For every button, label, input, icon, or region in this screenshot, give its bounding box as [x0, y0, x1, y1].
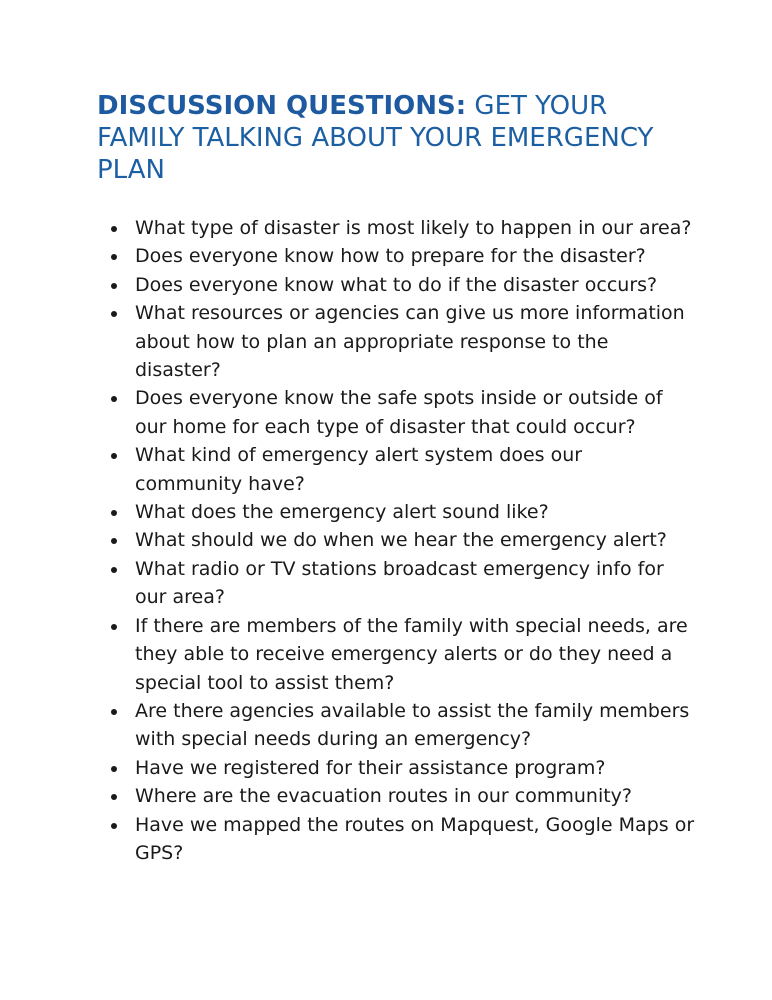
bullet-icon [111, 766, 117, 772]
list-item [135, 555, 695, 612]
title-lead: DISCUSSION QUESTIONS: [97, 91, 467, 121]
question-text: Does everyone know how to prepare for the disaster? [135, 245, 646, 268]
list-item [135, 612, 695, 697]
title-rest: GET YOUR FAMILY TALKING ABOUT YOUR EMERGENCY PLAN [97, 91, 654, 185]
bullet-icon [111, 226, 117, 232]
list-item [135, 441, 695, 498]
list-item [135, 811, 695, 868]
question-text: What kind of emergency alert system does our community have? [135, 444, 583, 495]
question-text: Have we mapped the routes on Mapquest, Google Maps or GPS? [135, 813, 695, 864]
bullet-icon [111, 283, 117, 289]
list-item [135, 271, 695, 299]
bullet-icon [111, 453, 117, 459]
list-item [135, 754, 695, 782]
question-text: Does everyone know what to do if the disaster occurs? [135, 273, 658, 296]
bullet-icon [111, 794, 117, 800]
bullet-icon [111, 567, 117, 573]
question-text: What type of disaster is most likely to happen in our area? [135, 217, 692, 239]
bullet-icon [111, 396, 117, 402]
question-text: Are there agencies available to assist the family members with special needs during an emergency? [135, 699, 690, 751]
question-list [135, 214, 695, 867]
bullet-icon [111, 311, 117, 317]
list-item [135, 384, 695, 441]
list-item [135, 782, 695, 810]
list-item [135, 242, 695, 270]
list-item [135, 299, 695, 384]
question-text: What should we do when we hear the emergency alert? [135, 529, 667, 552]
bullet-icon [111, 624, 117, 630]
question-text: What radio or TV stations broadcast emergency info for our area? [135, 557, 664, 609]
page-title [97, 90, 697, 186]
question-text: Have we registered for their assistance program? [135, 756, 606, 779]
question-text: Where are the evacuation routes in our community? [135, 785, 633, 808]
bullet-icon [111, 538, 117, 544]
list-item [135, 526, 695, 554]
bullet-icon [111, 254, 117, 260]
list-item [135, 498, 695, 526]
question-text: What resources or agencies can give us more information about how to plan an appropriate response to the disaster? [135, 302, 685, 382]
question-text: If there are members of the family with special needs, are they able to receive emergency alerts or do they need a special tool to assist them? [135, 614, 688, 694]
list-item [135, 214, 695, 242]
question-text: Does everyone know the safe spots inside or outside of our home for each type of disaster that could occur? [135, 387, 663, 438]
bullet-icon [111, 823, 117, 829]
question-text: What does the emergency alert sound like? [135, 501, 549, 524]
bullet-icon [111, 709, 117, 715]
bullet-icon [111, 510, 117, 516]
list-item [135, 697, 695, 754]
